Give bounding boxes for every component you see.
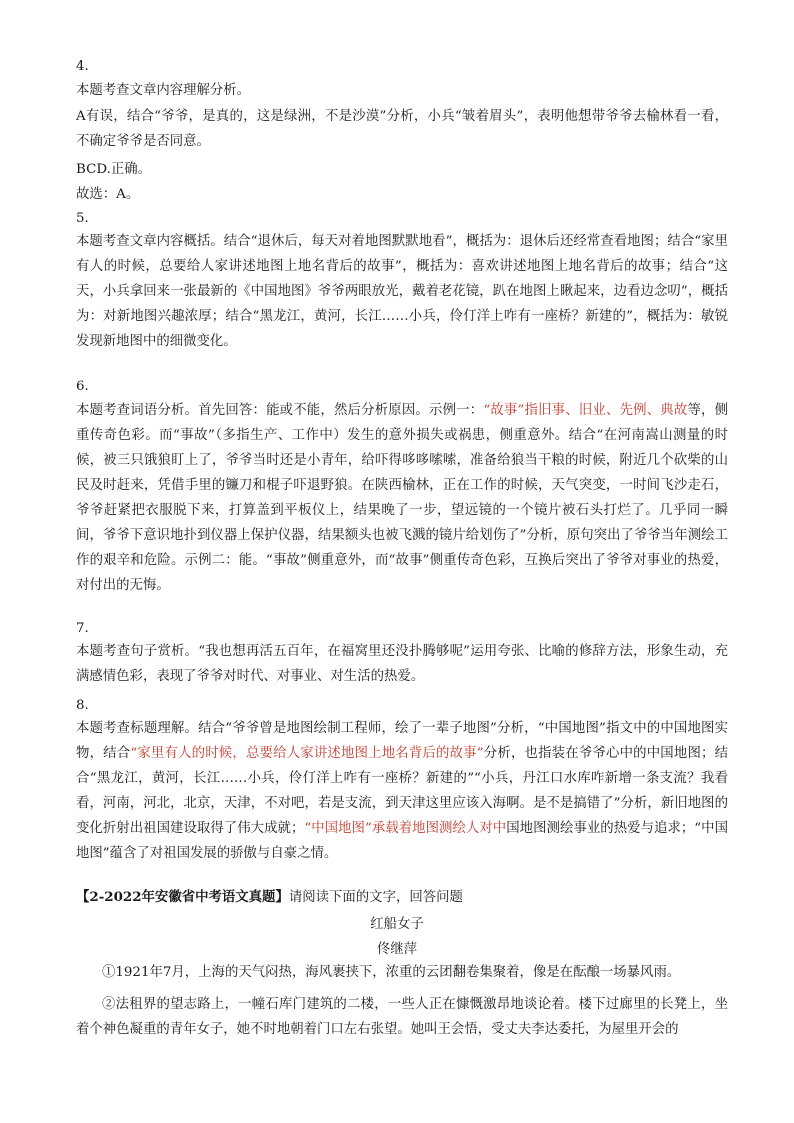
article-author: 佟继萍 <box>376 942 418 957</box>
section-prompt: 请阅读下面的文字，回答问题 <box>288 890 463 905</box>
q4-analysis: A有误，结合“爷爷，是真的，这是绿洲，不是沙漠”分析，小兵“皱着眉头”，表明他想带爷爷去榆林看一看，不确定爷爷是否同意。 <box>76 109 728 149</box>
q8-text-highlight1: “家里有人的时候，总要给人家讲述地图上地名背后的故事” <box>130 746 484 761</box>
q4-bcd: BCD.正确。 <box>76 162 152 177</box>
article-title: 红船女子 <box>370 917 424 932</box>
q6-text-part2: 等，侧重传奇色彩。而“事故”（多指生产、工作中）发生的意外损失或祸患，侧重意外。结合“在河南嵩山测量的时候，被三只饿狼盯上了，爷爷当时还是小青年，给吓得哆哆嗦嗦，准备给狼当干粮的时候，附近几个砍柴的山民及时赶来，凭借手里的镰刀和棍子吓退野狼。在陕西榆林，正在工作的时候，天气突变，一时间飞沙走石，爷爷赶紧把衣服脱下来，打算盖到平板仪上，结果晚了一步，望远镜的一个镜片被石头打烂了。几乎同一瞬间，爷爷下意识地扑到仪器上保护仪器，结果额头也被飞溅的镜片给划伤了”分析，原句突出了爷爷当年测绘工作的艰辛和危险。示例二：能。“事故”侧重意外，而“故事”侧重传奇色彩，互换后突出了爷爷对事业的热爱，对付出的无悔。 <box>76 403 728 593</box>
q5-number: 5. <box>76 211 89 226</box>
q8-text-highlight2: “中国地图”承载着地图测绘人对中 <box>304 821 507 836</box>
article-paragraph-2: ②法租界的望志路上，一幢石库门建筑的二楼，一些人正在慷慨激昂地谈论着。楼下过廊里的长凳上，坐着个神色凝重的青年女子，她不时地朝着门口左右张望。她叫王会悟，受丈夫李达委托，为屋里开会的 <box>76 997 728 1037</box>
q8-text-part3: 国地图测绘事业的热爱与追求； <box>506 821 695 836</box>
q8-text <box>76 716 728 866</box>
q6-text <box>76 398 728 598</box>
q7-text: 本题考查句子赏析。“我也想再活五百年，在福窝里还没扑腾够呢”运用夸张、比喻的修辞方法，形象生动，充满感情色彩，表现了爷爷对时代、对事业、对生活的热爱。 <box>76 644 728 684</box>
q4-answer: 故选：A。 <box>76 187 140 202</box>
q7-number: 7. <box>76 621 89 636</box>
section-heading <box>76 888 463 907</box>
q5-text: 本题考查文章内容概括。结合“退休后，每天对着地图默默地看”，概括为：退休后还经常查看地图；结合“家里有人的时候，总要给人家讲述地图上地名背后的故事”，概括为：喜欢讲述地图上地名背后的故事；结合“这天，小兵拿回来一张最新的《中国地图》爷爷两眼放光，戴着老花镜，趴在地图上瞅起来，边看边念叨”，概括为：对新地图兴趣浓厚；结合“黑龙江，黄河，长江……小兵，伶仃洋上咋有一座桥？新建的”，概括为：敏锐发现新地图中的细微变化。 <box>76 234 728 349</box>
q4-number: 4. <box>76 59 89 74</box>
q8-number: 8. <box>76 698 89 713</box>
q8-text-part2: 分析，也指装在爷爷心中的中国地图；结合“黑龙江，黄河，长江……小兵，伶仃洋上咋有一座桥？新建的”“小兵，丹江口水库咋新增一条支流？我看看，河南，河北，北京，天津，不对吧，若是支流，到天津这里应该入海啊。是不是搞错了”分析，新旧地图的变化折射出祖国建设取得了伟大成就； <box>76 746 728 836</box>
q8-text-part1: 本题考查标题理解。结合“爷爷曾是地图绘制工程师，绘了一辈子地图”分析，“中国地图”指文中的中国地图实物，结合 <box>76 721 728 761</box>
article-paragraph-1: ①1921年7月，上海的天气闷热，海风裹挟下，浓重的云团翻卷集聚着，像是在酝酿一场暴风雨。 <box>102 965 681 980</box>
section-tag: 【2-2022年安徽省中考语文真题】 <box>76 889 289 905</box>
q6-number: 6. <box>76 379 89 394</box>
q6-text-highlight: “故事”指旧事、旧业、先例、典故 <box>483 403 688 418</box>
q6-text-part1: 本题考查词语分析。首先回答：能或不能，然后分析原因。示例一： <box>76 403 484 418</box>
q4-type: 本题考查文章内容理解分析。 <box>76 83 251 98</box>
q8-text-part4: “中国地图”蕴含了对祖国发展的骄傲与自豪之情。 <box>76 821 728 861</box>
